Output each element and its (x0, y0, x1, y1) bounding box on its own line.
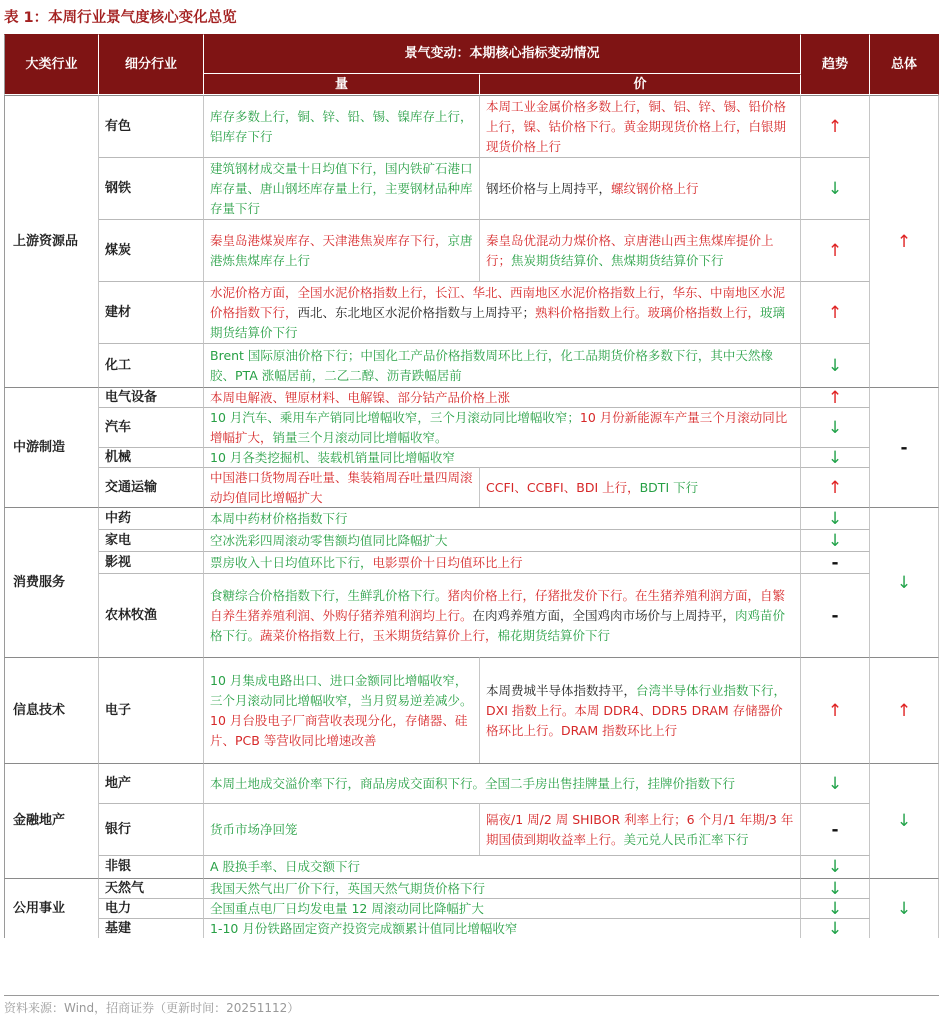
steel-volume: 建筑钢材成交量十日均值下行，国内铁矿石港口库存量、唐山钢坯库存量上行，主要钢材品种库存量下行 (204, 157, 480, 219)
sub-coal: 煤炭 (99, 219, 204, 281)
sub-tcm: 中药 (99, 507, 204, 529)
overall-it: ↑ (870, 657, 939, 763)
overall-midstream: - (870, 387, 939, 507)
header-volume: 量 (204, 74, 480, 95)
table-title: 表 1：本周行业景气度核心变化总览 (4, 10, 237, 26)
transport-volume: 中国港口货物周吞吐量、集装箱周吞吐量四周滚动均值同比增幅扩大 (204, 467, 480, 507)
sub-agri: 农林牧渔 (99, 573, 204, 657)
category-finance: 金融地产 (4, 763, 99, 878)
trend-coal: ↑ (801, 219, 870, 281)
header-overall: 总体 (870, 34, 939, 95)
header-category: 大类行业 (4, 34, 99, 95)
chemical-text: Brent 国际原油价格下行；中国化工产品价格指数周环比上行，化工品期货价格多数下行，其中天然橡胶、PTA 涨幅居前，二乙二醇、沥青跌幅居前 (204, 343, 801, 387)
sub-realestate: 地产 (99, 763, 204, 803)
category-upstream: 上游资源品 (4, 95, 99, 387)
coal-volume: 秦皇岛港煤炭库存、天津港焦炭库存下行，京唐港炼焦煤库存上行 (204, 219, 480, 281)
sub-gas: 天然气 (99, 878, 204, 898)
trend-agri: - (801, 573, 870, 657)
trend-chemical: ↓ (801, 343, 870, 387)
overall-upstream: ↑ (870, 95, 939, 387)
tcm-text: 本周中药材价格指数下行 (204, 507, 801, 529)
sub-electronics: 电子 (99, 657, 204, 763)
trend-nonbank: ↓ (801, 855, 870, 878)
bank-price: 隔夜/1 周/2 周 SHIBOR 利率上行；6 个月/1 年期/3 年期国债到期收益率上行。美元兑人民币汇率下行 (480, 803, 801, 855)
trend-auto: ↓ (801, 407, 870, 447)
trend-electronics: ↑ (801, 657, 870, 763)
trend-nonferrous: ↑ (801, 95, 870, 157)
electrical-text: 本周电解液、锂原材料、电解镍、部分钴产品价格上涨 (204, 387, 801, 407)
trend-building: ↑ (801, 281, 870, 343)
sub-transport: 交通运输 (99, 467, 204, 507)
overall-consumer: ↓ (870, 507, 939, 657)
realestate-text: 本周土地成交溢价率下行，商品房成交面积下行。全国二手房出售挂牌量上行，挂牌价指数下行 (204, 763, 801, 803)
sub-steel: 钢铁 (99, 157, 204, 219)
header-price: 价 (480, 74, 801, 95)
sub-chemical: 化工 (99, 343, 204, 387)
sub-electrical: 电气设备 (99, 387, 204, 407)
overall-utilities: ↓ (870, 878, 939, 938)
trend-realestate: ↓ (801, 763, 870, 803)
infra-text: 1-10 月份铁路固定资产投资完成额累计值同比增幅收窄 (204, 918, 801, 938)
sub-bank: 银行 (99, 803, 204, 855)
transport-price: CCFI、CCBFI、BDI 上行，BDTI 下行 (480, 467, 801, 507)
auto-text: 10 月汽车、乘用车产销同比增幅收窄，三个月滚动同比增幅收窄；10 月份新能源车产量三个月滚动同比增幅扩大，销量三个月滚动同比增幅收窄。 (204, 407, 801, 447)
trend-tcm: ↓ (801, 507, 870, 529)
sub-infra: 基建 (99, 918, 204, 938)
appliance-text: 空冰洗彩四周滚动零售额均值同比降幅扩大 (204, 529, 801, 551)
power-text: 全国重点电厂日均发电量 12 周滚动同比降幅扩大 (204, 898, 801, 918)
coal-price: 秦皇岛优混动力煤价格、京唐港山西主焦煤库提价上行；焦炭期货结算价、焦煤期货结算价下行 (480, 219, 801, 281)
trend-appliance: ↓ (801, 529, 870, 551)
trend-gas: ↓ (801, 878, 870, 898)
sub-building: 建材 (99, 281, 204, 343)
trend-film: - (801, 551, 870, 573)
building-text: 水泥价格方面，全国水泥价格指数上行，长江、华北、西南地区水泥价格指数上行，华东、中南地区水泥价格指数下行，西北、东北地区水泥价格指数与上周持平；熟料价格指数上行。玻璃价格指数上行，玻璃期货结算价下行 (204, 281, 801, 343)
gas-text: 我国天然气出厂价下行，英国天然气期货价格下行 (204, 878, 801, 898)
source-footnote: 资料来源：Wind，招商证券（更新时间：20251112） (4, 1001, 300, 1015)
nonferrous-volume: 库存多数上行，铜、锌、铅、锡、镍库存上行，铝库存下行 (204, 95, 480, 157)
nonferrous-price: 本周工业金属价格多数上行，铜、铝、锌、锡、铅价格上行，镍、钴价格下行。黄金期现货价格上行，白银期现货价格上行 (480, 95, 801, 157)
trend-transport: ↑ (801, 467, 870, 507)
industry-table (4, 34, 939, 996)
sub-machinery: 机械 (99, 447, 204, 467)
trend-power: ↓ (801, 898, 870, 918)
sub-power: 电力 (99, 898, 204, 918)
sub-appliance: 家电 (99, 529, 204, 551)
electronics-price: 本周费城半导体指数持平，台湾半导体行业指数下行，DXI 指数上行。本周 DDR4、DDR5 DRAM 存储器价格环比上行。DRAM 指数环比上行 (480, 657, 801, 763)
category-midstream: 中游制造 (4, 387, 99, 507)
agri-text: 食糖综合价格指数下行，生鲜乳价格下行。猪肉价格上行，仔猪批发价下行。在生猪养殖利润方面，自繁自养生猪养殖利润、外购仔猪养殖利润均上行。在肉鸡养殖方面，全国鸡肉市场价与上周持平，肉鸡苗价格下行。蔬菜价格指数上行，玉米期货结算价上行，棉花期货结算价下行 (204, 573, 801, 657)
category-utilities: 公用事业 (4, 878, 99, 938)
overall-finance: ↓ (870, 763, 939, 878)
sub-film: 影视 (99, 551, 204, 573)
category-it: 信息技术 (4, 657, 99, 763)
trend-bank: - (801, 803, 870, 855)
trend-infra: ↓ (801, 918, 870, 938)
category-consumer: 消费服务 (4, 507, 99, 657)
header-change: 景气变动：本期核心指标变动情况 (204, 34, 801, 74)
bank-volume: 货币市场净回笼 (204, 803, 480, 855)
trend-machinery: ↓ (801, 447, 870, 467)
steel-price: 钢坯价格与上周持平，螺纹钢价格上行 (480, 157, 801, 219)
sub-nonferrous: 有色 (99, 95, 204, 157)
trend-electrical: ↑ (801, 387, 870, 407)
header-trend: 趋势 (801, 34, 870, 95)
electronics-volume: 10 月集成电路出口、进口金额同比增幅收窄，三个月滚动同比增幅收窄，当月贸易逆差减少。10 月台股电子厂商营收表现分化，存储器、硅片、PCB 等营收同比增速改善 (204, 657, 480, 763)
trend-steel: ↓ (801, 157, 870, 219)
nonbank-text: A 股换手率、日成交额下行 (204, 855, 801, 878)
sub-nonbank: 非银 (99, 855, 204, 878)
header-subcategory: 细分行业 (99, 34, 204, 95)
film-text: 票房收入十日均值环比下行，电影票价十日均值环比上行 (204, 551, 801, 573)
machinery-text: 10 月各类挖掘机、装载机销量同比增幅收窄 (204, 447, 801, 467)
sub-auto: 汽车 (99, 407, 204, 447)
